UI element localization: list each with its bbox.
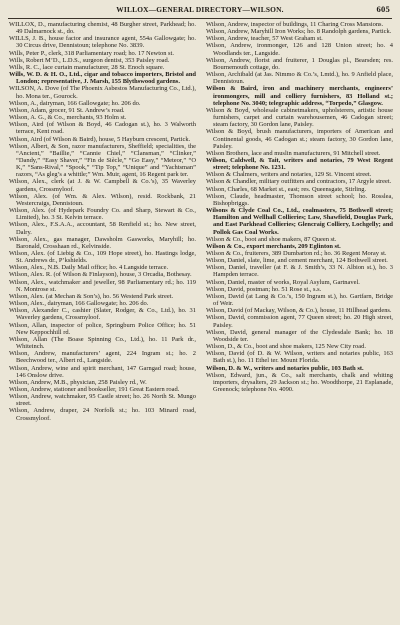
directory-entry: Wilson, Andrew, stationer and bookseller, 191 Great Eastern road. [9, 385, 180, 393]
directory-entry: Wilson, Claude, headmaster, Thomson street school; ho. Rosslea, Bishopbriggs. [206, 192, 393, 207]
directory-entry: Wilson & Co., fruiterers, 389 Dumbarton rd.; ho. 36 Regent Moray st. [206, 250, 387, 257]
directory-entry: Wilson & Co., export merchants, 209 Eglinton st. [206, 242, 341, 250]
directory-entry: Wilson, Alex., gas manager, Dawsholm Gasworks, Maryhill; ho. Baronald, Crosshaan rd., Kelvinside. [9, 235, 196, 250]
directory-entry: Wilson, Aird (of Wilson & Baird), house, 5 Hayburn crescent, Partick. [9, 135, 191, 143]
directory-entry: Wilson, David (at Lang & Co.’s, 150 Ingram st.), ho. Gartfarn, Bridge of Weir. [206, 292, 393, 308]
page-number: 605 [376, 4, 390, 14]
directory-entry: Wilson, Charles, 68 Market st., east; res. Queensgate, Stirling. [206, 185, 367, 193]
directory-entry: WILLOX, D., manufacturing chemist, 48 Burgher street, Parkhead; ho. 49 Dalmarnock st., do. [9, 21, 196, 36]
directory-entry: WILLS, J. B., house factor and insurance agent, 554a Gallowgate; ho. 30 Circus drive, Dennistoun; telephone No. 3839. [9, 35, 196, 50]
directory-entry: Wilson, Andrew, teacher, 57 West Graham st. [206, 35, 323, 43]
directory-entry: Wilson, David (of Mackay, Wilson, & Co.), house, 11 Hillhead gardens. [206, 307, 392, 315]
directory-entry: Wilson, Andrew, watchmaker, 95 Castle street; ho. 26 North St. Mungo street. [9, 393, 196, 408]
directory-entry: Wilson, Alex., clerk (at J. & W. Campbell & Co.’s), 35 Waverley gardens, Crossmyloof. [9, 178, 196, 193]
directory-entry: Wilson, A. G., & Co., merchants, 93 Holm st. [9, 114, 127, 122]
directory-entry: Wills, W. D. & H. O., Ltd., cigar and tobacco importers, Bristol and London; representative, J. Marsh, 155 Blythswood gardens. [9, 71, 196, 86]
directory-entry: Wilson & Co., boot and shoe makers, 87 Queen st. [206, 235, 337, 243]
directory-entry: Wilson, Allan (The Boase Spinning Co., Ltd.), ho. 11 Park dr., Whiteinch. [9, 335, 196, 351]
directory-entry: Wilson, A., dairyman, 166 Gallowgate; ho. 206 do. [9, 99, 141, 107]
directory-entry: Wilson, Andrew, wine and spirit merchant, 147 Garngad road; house, 146 Onslow drive. [9, 364, 196, 379]
directory-entry: Wilson, Albert, & Son, razor manufacturers, Sheffield; specialities, the “Ancient,” “Baillie,” “Cannie Chiel,” “Clansman,” “Clinker,” “Dandy,” “Easy Shaver,” “Fin de Siècle,” “Go Easy,” “Meteor,” “O K,” “Sans-Rival,” “Spook,” “Tip Top,” “Unique” and “Yachtsman” razors, “As gleg’s a whittle;” Wm. Muir, agent, 16 Regent park ter. [9, 142, 196, 179]
directory-entry: Wilson, D., & Co., boot and shoe makers, 125 New City road. [206, 343, 366, 351]
directory-entry: Wills, R. C., lace curtain manufacturer, 28 St. Enoch square. [9, 63, 165, 71]
directory-entry: Wilson, Edward, jun., & Co., salt merchants, chalk and whiting importers, drysalters, 29 Jackson st.; ho. Woodthorpe, 21 Esplanade, Greenock; telephone No. 4090. [206, 371, 393, 393]
directory-entry: Wilson, Alex. (at Mechan & Son’s), ho. 56 Westend Park street. [9, 292, 174, 300]
header-rule [8, 18, 392, 19]
right-column [206, 21, 393, 393]
directory-entry: Wilson & Baird, iron and machinery merchants, engineers’ ironmongers, mill and colliery furnishers, 83 Holland st.; telephone No. 3040; telegraphic address, “Torpedo,” Glasgow. [206, 85, 393, 107]
directory-entry: Wilson, D. & W., writers and notaries public, 103 Bath st. [206, 364, 364, 372]
directory-entry: WILSON, A. Dove (of The Phoenix Asbestos Manufacturing Co., Ltd.), ho. Mona ter., Gourock. [9, 85, 196, 100]
directory-entry: Wilson & Chandler, military outfitters and contractors, 17 Argyle street. [206, 178, 392, 186]
running-title: WILLOX—GENERAL DIRECTORY—WILSON. [116, 5, 284, 14]
directory-entry: Wilson, Alex., F.S.A.A., accountant, 58 Renfield st.; ho. New street, Dalry. [9, 221, 196, 236]
directory-entry: Wilson, Andrew, florist and fruiterer, 1 Douglas pl., Bearsden; res. Bournemouth cottage, do. [206, 56, 393, 71]
directory-entry: Wilson, Daniel, slate, lime, and cement merchant, 124 Bothwell street. [206, 257, 388, 265]
directory-entry: Wilson, Aird (of Wilson & Boyd, 46 Cadogan st.), ho. 3 Walworth terrace, Kent road. [9, 121, 196, 136]
directory-entry: Wilson, Alex., N.B. Daily Mail office; ho. 4 Langside terrace. [9, 264, 169, 272]
directory-entry: Wills, Robert M’D., L.D.S., surgeon dentist, 353 Paisley road. [9, 56, 170, 64]
directory-entry: Wilson, Alex. (of Hydepark Foundry Co. and Sharp, Stewart & Co., Limited), ho. 3 St. Kelvin terrace. [9, 207, 196, 222]
directory-entry: Wilson, Archibald (at Jas. Nimmo & Co.’s, Lmtd.), ho. 9 Anfield place, Dennistoun. [206, 71, 393, 86]
directory-entry: Wilson, Adam, grocer, 91 St. Andrew’s road. [9, 106, 125, 114]
directory-entry: Wilson, Caldwell, & Tait, writers and notaries, 79 West Regent street; telephone No. 1231. [206, 156, 393, 172]
directory-entry: Wilson, Andrew, ironmonger, 126 and 128 Union street; ho. 4 Woodlands ter., Langside. [206, 42, 393, 57]
directory-entry: Wilson, David (of D. & W. Wilson, writers and notaries public, 163 Bath st.), ho. 11 Ethel ter. Mount Florida. [206, 350, 393, 365]
directory-entry: Wilson, Allan, inspector of police, Springburn Police Office; ho. 51 New Keppochhill rd. [9, 321, 196, 336]
directory-entry: Wilson, Daniel, master of works, Royal Asylum, Gartnavel. [206, 278, 360, 286]
directory-entry: Wilson & Boyd, wholesale cabinetmakers, upholsterers, artistic house furnishers, carpet and curtain warehousemen, 46 Cadogan street; steam factory, 30 Gordon lane, Paisley. [206, 106, 393, 129]
page-header [10, 4, 390, 18]
directory-entry: Wilson, Alex. (of Liebig & Co., 109 Hope street), ho. Hastings lodge, St. Andrews dr., P’kshields. [9, 250, 196, 265]
directory-entry: Wilson & Chalmers, writers and notaries, 129 St. Vincent street. [206, 171, 372, 179]
directory-entry: Wilson, Alex., watchmaker and jeweller, 98 Parliamentary rd.; ho. 119 N. Montrose st. [9, 278, 196, 293]
directory-entry: Wilson Brothers, lace and muslin manufacturers, 91 Mitchell street. [206, 149, 381, 157]
directory-entry: Wilson, Andrew, inspector of buildings, 11 Charing Cross Mansions. [206, 21, 384, 28]
directory-entry: Wilson, Alex., dairyman, 166 Gallowgate; ho. 206 do. [9, 300, 149, 308]
directory-entry: Wilson, Daniel, traveller (at F. & J. Smith’s, 33 N. Albion st.), ho. 3 Hampden terrace. [206, 264, 393, 279]
directory-entry: Wilson & Boyd, brush manufacturers, importers of American and Continental goods, 46 Cadogan st.; steam factory, 30 Gordon lane, Paisley. [206, 128, 393, 150]
left-column [9, 21, 196, 422]
directory-entry: Wilsons & Clyde Coal Co., Ltd., coalmasters, 75 Bothwell street; Hamilton and Wellhall Collieries; Law, Shawfield, Douglas Park, and East Parkhead Collieries; Glencraig Colliery, Lochgelly; and Pollok Gas Coal Works. [206, 207, 393, 236]
directory-entry: Wilson, Andrew, M.B., physician, 258 Paisley rd., W. [9, 378, 147, 386]
directory-entry: Wilson, Alex. R. (of Wilson & Finlayson), house, 3 Orcadia, Bothesay. [9, 271, 192, 279]
directory-entry: Wilson, Andrew, Maryhill Iron Works; ho. 8 Randolph gardens, Partick. [206, 28, 392, 36]
directory-entry: Wills, Peter P., clerk, 318 Parliamentary road; ho. 17 Newton st. [9, 49, 174, 57]
directory-entry: Wilson, David, general manager of the Clydesdale Bank; ho. 18 Woodside ter. [206, 328, 393, 343]
directory-entry: Wilson, Alexander C., cashier (Slater, Rodger, & Co., Ltd.), ho. 31 Waverley gardens, Crossmyloof. [9, 307, 196, 322]
directory-entry: Wilson, Andrew, draper, 24 Norfolk st.; ho. 103 Minard road, Crossmyloof. [9, 407, 196, 422]
directory-entry: Wilson, David, postman; ho. 51 Rose st., s.s. [206, 285, 322, 293]
directory-entry: Wilson, David, commission agent, 77 Queen street; ho. 20 High street, Paisley. [206, 314, 393, 329]
directory-entry: Wilson, Alex. (of Wm. & Alex. Wilson), resid. Rockbank, 21 Westercraigs, Dennistoun. [9, 192, 196, 207]
directory-entry: Wilson, Andrew, manufacturers’ agent, 224 Ingram st.; ho. 2 Beechwood ter., Albert rd., Langside. [9, 350, 196, 365]
